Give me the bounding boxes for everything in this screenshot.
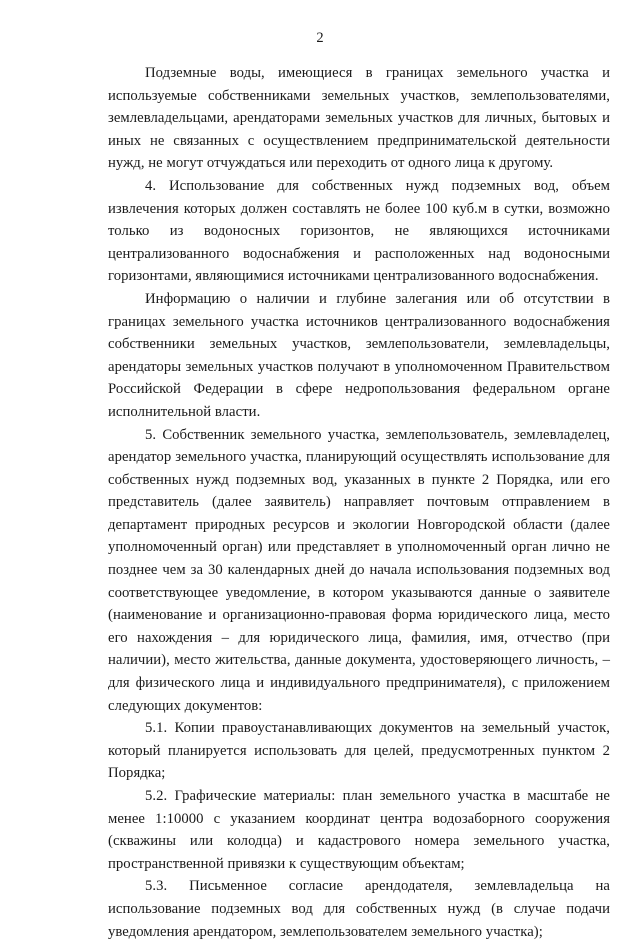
paragraph-item-5: 5. Собственник земельного участка, землепользователь, землевладелец, арендатор земельного участка, планирующий осуществлять использование для собственных нужд подземных вод, указанных в пункте 2 Порядка, или его представитель (далее заявитель) направляет почтовым отправлением в департамент природных ресурсов и экологии Новгородской области (далее уполномоченный орган) или представляет в уполномоченный орган лично не позднее чем за 30 календарных дней до начала использования подземных вод соответствующее уведомление, в котором указываются данные о заявителе (наименование и организационно-правовая форма юридического лица, место его нахождения – для юридического лица, фамилия, имя, отчество (при наличии), место жительства, данные документа, удостоверяющего личность, – для физического лица и индивидуального предпринимателя), с приложением следующих документов: xyxy=(108,426,610,714)
paragraph-item-5-2: 5.2. Графические материалы: план земельного участка в масштабе не менее 1:10000 с указанием координат центра водозаборного сооружения (скважины или колодца) и кадастрового номера земельного участка, пространственной привязки к существующим объектам; xyxy=(108,788,610,872)
paragraph-item-5-1: 5.1. Копии правоустанавливающих документов на земельный участок, который планируется использовать для целей, предусмотренных пунктом 2 Порядка; xyxy=(108,720,610,782)
paragraph-item-4: 4. Использование для собственных нужд подземных вод, объем извлечения которых должен составлять не более 100 куб.м в сутки, возможно только из водоносных горизонтов, не являющихся источниками централизованного водоснабжения и расположенных над водоносными горизонтами, являющимися источниками централизованного водоснабжения. xyxy=(108,177,610,285)
paragraph-groundwater-restriction: Подземные воды, имеющиеся в границах земельного участка и используемые собственниками земельных участков, землепользователями, землевладельцами, арендаторами земельных участков для личных, бытовых и иных не связанных с осуществлением предпринимательской деятельности нужд, не могут отчуждаться или переходить от одного лица к другому. xyxy=(108,65,610,172)
paragraph-item-5-3: 5.3. Письменное согласие арендодателя, землевладельца на использование подземных вод для собственных нужд (в случае подачи уведомления арендатором, землепользователем земельного участка); xyxy=(108,878,610,940)
paragraph-information-source: Информацию о наличии и глубине залегания или об отсутствии в границах земельного участка источников централизованного водоснабжения собственники земельных участков, землепользователи, землевладельцы, арендаторы земельных участков получают в уполномоченном Правительством Российской Федерации в сфере недропользования федеральном органе исполнительной власти. xyxy=(108,290,610,420)
page-number: 2 xyxy=(316,30,324,46)
document-body xyxy=(108,62,610,943)
